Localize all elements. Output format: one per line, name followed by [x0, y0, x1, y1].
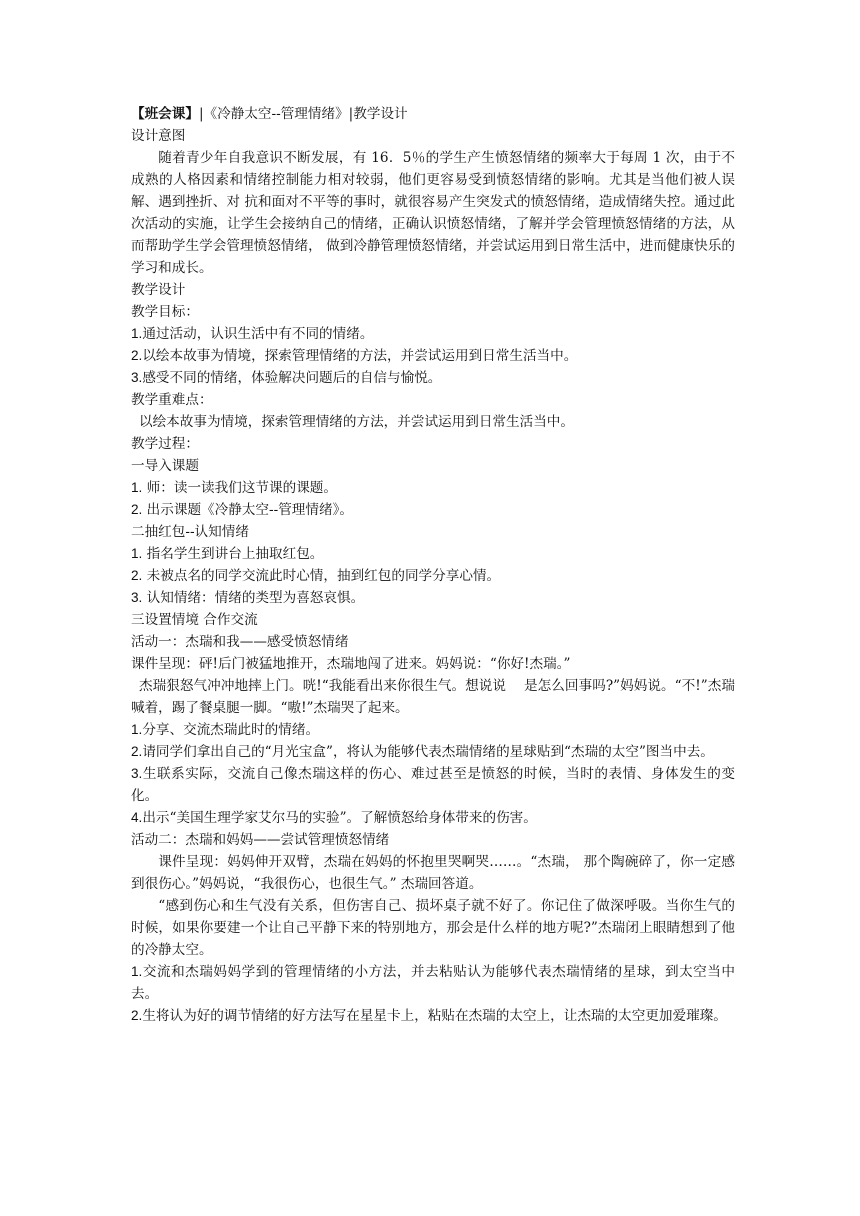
- title-prefix: 【班会课】: [131, 106, 199, 122]
- item-text: 生联系实际，交流自己像杰瑞这样的伤心、难过甚至是愤怒的时候，当时的表情、身体发生的变化。: [131, 766, 735, 804]
- activity1-heading: 活动一：杰瑞和我——感受愤怒情绪: [131, 634, 349, 650]
- item-text: 认知情绪：情绪的类型为喜怒哀惧。: [146, 590, 365, 606]
- goal-text: 通过活动，认识生活中有不同的情绪。: [142, 326, 374, 342]
- key-points-heading: 教学重难点：: [131, 392, 213, 408]
- goal-number: 3.: [131, 370, 143, 385]
- activity2-story-paragraph-2: “感到伤心和生气没有关系，但伤害自己、损坏桌子就不好了。你记住了做深呼吸。当你生气的时候，如果你要建一个让自己平静下来的特别地方，那会是什么样的地方呢?”杰瑞闭上眼睛想到了他的冷静太空。: [131, 898, 735, 958]
- goal-number: 2.: [131, 348, 143, 363]
- process-heading: 教学过程：: [131, 436, 199, 452]
- item-text: 请同学们拿出自己的“月光宝盒”，将认为能够代表杰瑞情绪的星球贴到“杰瑞的太空”图当中去。: [142, 744, 714, 760]
- section1-item: [131, 477, 735, 499]
- item-number: 1.: [131, 546, 143, 561]
- item-number: 2.: [131, 502, 143, 517]
- item-number: 2.: [131, 744, 143, 759]
- item-number: 1.: [131, 722, 143, 737]
- key-points-text: 以绘本故事为情境，探索管理情绪的方法，并尝试运用到日常生活当中。: [139, 414, 574, 430]
- section2-item: [131, 543, 735, 565]
- goals-heading: 教学目标：: [131, 304, 199, 320]
- section3-heading: 三设置情境 合作交流: [131, 612, 258, 628]
- item-number: 2.: [131, 568, 143, 583]
- activity2-item: [131, 1005, 735, 1027]
- activity2-story-paragraph-1: 课件呈现：妈妈伸开双臂，杰瑞在妈妈的怀抱里哭啊哭……。“杰瑞， 那个陶碗碎了，你一定感到很伤心。”妈妈说，“我很伤心，也很生气。” 杰瑞回答道。: [131, 854, 735, 892]
- item-text: 指名学生到讲台上抽取红包。: [146, 546, 324, 562]
- design-intent-heading: 设计意图: [131, 128, 186, 144]
- item-number: 1.: [131, 964, 143, 979]
- item-text: 出示“美国生理学家艾尔马的实验”。了解愤怒给身体带来的伤害。: [142, 810, 537, 826]
- section2-item: [131, 587, 735, 609]
- goal-item: [131, 367, 735, 389]
- activity1-item: [131, 741, 735, 763]
- design-intent-paragraph: 随着青少年自我意识不断发展，有 16．5％的学生产生愤怒情绪的频率大于每周 1 次，由于不成熟的人格因素和情绪控制能力相对较弱，他们更容易受到愤怒情绪的影响。尤其是当他们被人误解、遇到挫折、对 抗和面对不平等的事时，就很容易产生突发式的愤怒情绪，造成情绪失控。通过此次活动的实施，让学生会接纳自己的情绪，正确认识愤怒情绪，了解并学会管理愤怒情绪的方法，从而帮助学生学会管理愤怒情绪， 做到冷静管理愤怒情绪，并尝试运用到日常生活中，进而健康快乐的学习和成长。: [131, 150, 735, 276]
- item-number: 3.: [131, 766, 143, 781]
- title-rest: |《冷静太空--管理情绪》|教学设计: [198, 106, 408, 122]
- section1-heading: 一导入课题: [131, 458, 199, 474]
- item-number: 4.: [131, 810, 143, 825]
- activity1-item: [131, 719, 735, 741]
- item-text: 未被点名的同学交流此时心情，抽到红包的同学分享心情。: [146, 568, 501, 584]
- goal-text: 感受不同的情绪，体验解决问题后的自信与愉悦。: [142, 370, 442, 386]
- item-text: 师：读一读我们这节课的课题。: [146, 480, 337, 496]
- item-text: 交流和杰瑞妈妈学到的管理情绪的小方法，并去粘贴认为能够代表杰瑞情绪的星球，到太空当中去。: [131, 964, 735, 1002]
- goal-item: [131, 323, 735, 345]
- goal-text: 以绘本故事为情境，探索管理情绪的方法，并尝试运用到日常生活当中。: [142, 348, 578, 364]
- activity1-story-paragraph: 杰瑞狠怒气冲冲地摔上门。咣!“我能看出来你很生气。想说说 是怎么回事吗?”妈妈说。“不!”杰瑞喊着，踢了餐桌腿一脚。“嗷!”杰瑞哭了起来。: [131, 678, 735, 716]
- item-text: 分享、交流杰瑞此时的情绪。: [142, 722, 320, 738]
- goal-number: 1.: [131, 326, 143, 341]
- item-text: 生将认为好的调节情绪的好方法写在星星卡上，粘贴在杰瑞的太空上，让杰瑞的太空更加爱璀璨。: [142, 1008, 727, 1024]
- item-number: 3.: [131, 590, 143, 605]
- activity1-item: [131, 763, 735, 807]
- section2-item: [131, 565, 735, 587]
- activity2-item: [131, 961, 735, 1005]
- item-text: 出示课题《冷静太空--管理情绪》。: [146, 502, 353, 518]
- teaching-design-heading: 教学设计: [131, 282, 186, 298]
- activity1-item: [131, 807, 735, 829]
- goal-item: [131, 345, 735, 367]
- item-number: 1.: [131, 480, 143, 495]
- activity1-story-line: 课件呈现：砰!后门被猛地推开，杰瑞地闯了进来。妈妈说：“你好!杰瑞。”: [131, 656, 571, 672]
- item-number: 2.: [131, 1008, 143, 1023]
- section1-item: [131, 499, 735, 521]
- section2-heading: 二抽红包--认知情绪: [131, 524, 249, 540]
- document-page: [131, 103, 735, 1027]
- document-title: [131, 103, 735, 125]
- activity2-heading: 活动二：杰瑞和妈妈——尝试管理愤怒情绪: [131, 832, 390, 848]
